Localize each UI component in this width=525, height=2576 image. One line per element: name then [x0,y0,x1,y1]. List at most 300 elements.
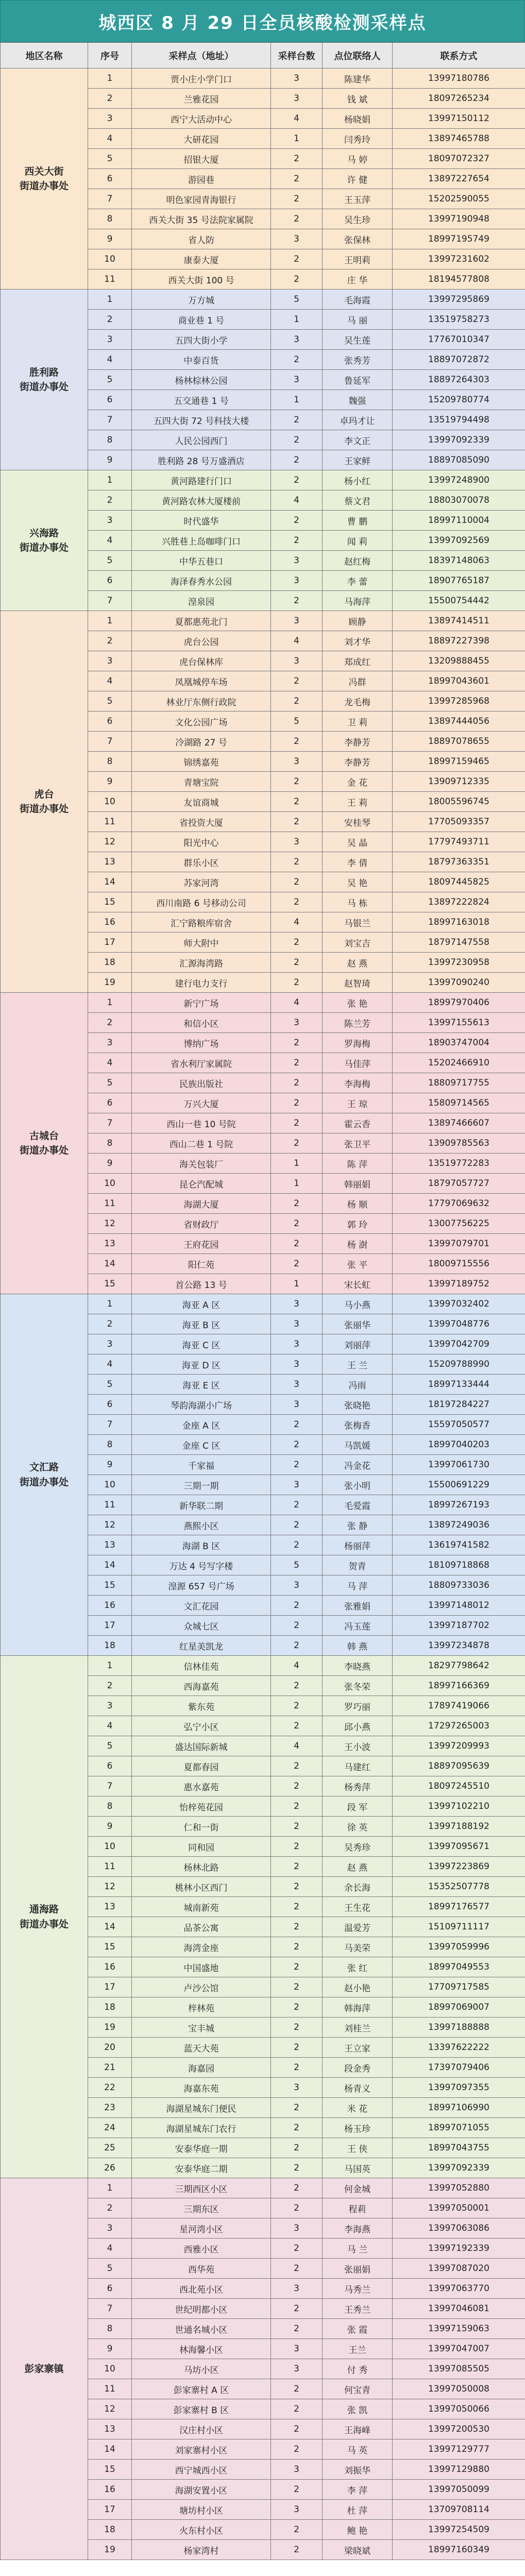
site-name: 省投资大厦 [132,812,271,832]
phone-number: 18997040203 [393,1435,525,1455]
site-name: 海亚 D 区 [132,1354,271,1375]
site-name: 汇宁路粮库宿舍 [132,912,271,933]
station-count: 4 [271,1736,323,1756]
phone-number: 17297265003 [393,1716,525,1736]
phone-number: 13997188192 [393,1817,525,1837]
station-count: 1 [271,1174,323,1194]
contact-person: 徐 英 [323,1817,393,1837]
site-name: 昆仑汽配城 [132,1174,271,1194]
site-name: 康泰大厦 [132,249,271,269]
row-index: 3 [88,1696,132,1716]
phone-number: 13997047007 [393,2339,525,2359]
row-index: 6 [88,1395,132,1415]
site-name: 三期西区小区 [132,2178,271,2198]
site-name: 文化公园广场 [132,711,271,732]
station-count: 2 [271,691,323,711]
site-name: 万达 4 号写字楼 [132,1555,271,1575]
site-name: 青塘宝院 [132,772,271,792]
site-name: 仁和一街 [132,1817,271,1837]
phone-number: 15209788990 [393,1354,525,1375]
contact-person: 何宝青 [323,2379,393,2399]
site-name: 师大附中 [132,933,271,953]
station-count: 2 [271,511,323,531]
station-count: 2 [271,953,323,973]
phone-number: 13997254509 [393,2520,525,2540]
row-index: 1 [88,611,132,631]
row-index: 16 [88,1957,132,1977]
row-index: 2 [88,1314,132,1334]
station-count: 3 [271,1294,323,1314]
phone-number: 13997102210 [393,1797,525,1817]
station-count: 2 [271,2038,323,2058]
station-count: 3 [271,1575,323,1596]
phone-number: 13997046081 [393,2299,525,2319]
contact-person: 张秀芳 [323,350,393,370]
station-count: 2 [271,1716,323,1736]
contact-person: 蔡文君 [323,490,393,511]
phone-number: 18097072327 [393,149,525,169]
phone-number: 13997223869 [393,1857,525,1877]
station-count: 2 [271,1455,323,1475]
contact-person: 顾静 [323,611,393,631]
phone-number: 18897078655 [393,732,525,752]
phone-number: 13997285968 [393,691,525,711]
site-name: 五四大街 72 号科技大楼 [132,410,271,430]
phone-number: 13897414511 [393,611,525,631]
site-name: 中国盛地 [132,1957,271,1977]
phone-number: 18097445825 [393,872,525,892]
contact-person: 杨 顺 [323,1194,393,1214]
site-name: 明色家园青海银行 [132,189,271,209]
header-district: 地区名称 [1,43,88,69]
contact-person: 张 艳 [323,993,393,1013]
station-count: 3 [271,611,323,631]
phone-number: 18997110004 [393,511,525,531]
row-index: 6 [88,169,132,189]
station-count: 2 [271,1937,323,1957]
row-index: 2 [88,89,132,109]
contact-person: 张丽娟 [323,2259,393,2279]
station-count: 2 [271,1535,323,1555]
contact-person: 李晓燕 [323,1656,393,1676]
phone-number: 13909712335 [393,772,525,792]
contact-person: 张 红 [323,1957,393,1977]
phone-number: 13897249036 [393,1515,525,1535]
row-index: 26 [88,2158,132,2178]
contact-person: 杨小红 [323,470,393,490]
contact-person: 卓玛才让 [323,410,393,430]
site-name: 文汇花园 [132,1596,271,1616]
row-index: 13 [88,852,132,872]
row-index: 7 [88,189,132,209]
phone-number: 18897085090 [393,450,525,470]
station-count: 1 [271,310,323,330]
station-count: 2 [271,1696,323,1716]
station-count: 2 [271,1415,323,1435]
row-index: 16 [88,2480,132,2500]
station-count: 2 [271,189,323,209]
contact-person: 陈 萍 [323,1154,393,1174]
district-name: 虎台 街道办事处 [1,611,88,993]
row-index: 21 [88,2058,132,2078]
row-index: 7 [88,1415,132,1435]
contact-person: 段 军 [323,1797,393,1817]
station-count: 2 [271,531,323,551]
contact-person: 曹 鹏 [323,511,393,531]
phone-number: 13997129777 [393,2439,525,2460]
site-name: 三期一期 [132,1475,271,1495]
row-index: 12 [88,2399,132,2419]
site-name: 琴韵海湖小广场 [132,1395,271,1415]
contact-person: 冯金花 [323,1455,393,1475]
contact-person: 杨青义 [323,2078,393,2098]
district-name: 西关大街 街道办事处 [1,69,88,290]
contact-person: 段金秀 [323,2058,393,2078]
phone-number: 13997032402 [393,1294,525,1314]
row-index: 15 [88,2460,132,2480]
contact-person: 贺青 [323,1555,393,1575]
phone-number: 13997079701 [393,1234,525,1254]
row-index: 10 [88,792,132,812]
site-name: 刘家寨村小区 [132,2439,271,2460]
station-count: 2 [271,2098,323,2118]
site-name: 冷湖路 27 号 [132,732,271,752]
phone-number: 13997150112 [393,109,525,129]
contact-person: 毛海霞 [323,290,393,310]
row-index: 7 [88,410,132,430]
contact-person: 王立家 [323,2038,393,2058]
phone-number: 18097265234 [393,89,525,109]
phone-number: 13997063086 [393,2218,525,2239]
station-count: 2 [271,169,323,189]
site-name: 民族出版社 [132,1073,271,1093]
site-name: 汉庄村小区 [132,2419,271,2439]
contact-person: 吴秀珍 [323,1837,393,1857]
station-count: 2 [271,2239,323,2259]
row-index: 3 [88,511,132,531]
site-name: 杨林棕林公园 [132,370,271,390]
contact-person: 刘宝吉 [323,933,393,953]
row-index: 14 [88,1917,132,1937]
phone-number: 15809714565 [393,1093,525,1113]
site-name: 汇源海湾路 [132,953,271,973]
row-index: 5 [88,370,132,390]
station-count: 2 [271,1897,323,1917]
station-count: 2 [271,2259,323,2279]
row-index: 4 [88,1053,132,1073]
phone-number: 13997090240 [393,973,525,993]
phone-number: 13997048776 [393,1314,525,1334]
contact-person: 王 琼 [323,1093,393,1113]
contact-person: 张雅娟 [323,1596,393,1616]
site-name: 惠水嘉苑 [132,1776,271,1797]
phone-number: 13997159063 [393,2319,525,2339]
row-index: 15 [88,1274,132,1294]
site-name: 新宁广场 [132,993,271,1013]
station-count: 2 [271,2138,323,2158]
row-index: 6 [88,1093,132,1113]
site-name: 商业巷 1 号 [132,310,271,330]
phone-number: 18194577808 [393,269,525,290]
contact-person: 马秀兰 [323,2279,393,2299]
phone-number: 13897444056 [393,711,525,732]
station-count: 2 [271,1033,323,1053]
row-index: 3 [88,1033,132,1053]
contact-person: 马小燕 [323,1294,393,1314]
site-name: 游园巷 [132,169,271,189]
contact-person: 王 莉 [323,792,393,812]
row-index: 18 [88,1997,132,2018]
site-name: 中华五巷口 [132,551,271,571]
phone-number: 13997085505 [393,2359,525,2379]
contact-person: 杨晓娟 [323,109,393,129]
station-count: 2 [271,1616,323,1636]
row-index: 14 [88,1555,132,1575]
station-count: 4 [271,631,323,651]
site-name: 西关大街 100 号 [132,269,271,290]
table-row [1,2178,525,2198]
contact-person: 王兰 [323,2339,393,2359]
contact-person: 王秀兰 [323,2299,393,2319]
phone-number: 13897227654 [393,169,525,189]
row-index: 8 [88,430,132,450]
contact-person: 韩海萍 [323,1997,393,2018]
site-name: 彭家寨村 B 区 [132,2399,271,2419]
row-index: 3 [88,651,132,671]
site-name: 海湖星城东门便民 [132,2098,271,2118]
site-name: 世通名城小区 [132,2319,271,2339]
contact-person: 刘丽萍 [323,1334,393,1354]
phone-number: 18997195749 [393,229,525,249]
station-count: 2 [271,1676,323,1696]
site-name: 燕熙小区 [132,1515,271,1535]
contact-person: 张冬荣 [323,1676,393,1696]
station-count: 2 [271,1997,323,2018]
station-count: 2 [271,1877,323,1897]
contact-person: 张晓艳 [323,1395,393,1415]
site-name: 海泽春秀水公园 [132,571,271,591]
site-name: 海亚 A 区 [132,1294,271,1314]
row-index: 20 [88,2038,132,2058]
phone-number: 13997050008 [393,2379,525,2399]
table-body [1,69,525,2560]
phone-number: 18809733036 [393,1575,525,1596]
station-count: 3 [271,2218,323,2239]
contact-person: 罗巧丽 [323,1696,393,1716]
site-name: 金座 A 区 [132,1415,271,1435]
phone-number: 17397079406 [393,2058,525,2078]
phone-number: 18897095639 [393,1756,525,1776]
station-count: 2 [271,812,323,832]
station-count: 2 [271,792,323,812]
phone-number: 18297798642 [393,1656,525,1676]
phone-number: 18997106990 [393,2098,525,2118]
site-name: 时代盛华 [132,511,271,531]
phone-number: 15500754442 [393,591,525,611]
station-count: 2 [271,973,323,993]
station-count: 2 [271,1756,323,1776]
site-name: 黄河路建行门口 [132,470,271,490]
station-count: 2 [271,350,323,370]
site-name: 五交通巷 1 号 [132,390,271,410]
header-contact-person: 点位联络人 [323,43,393,69]
row-index: 8 [88,752,132,772]
row-index: 3 [88,1334,132,1354]
site-name: 海亚 B 区 [132,1314,271,1334]
phone-number: 15209780774 [393,390,525,410]
contact-person: 吴 晶 [323,832,393,852]
row-index: 8 [88,2319,132,2339]
contact-person: 闫秀玲 [323,129,393,149]
contact-person: 钱 斌 [323,89,393,109]
table-row [1,611,525,631]
contact-person: 张卫平 [323,1133,393,1154]
row-index: 12 [88,1214,132,1234]
phone-number: 18997166369 [393,1676,525,1696]
station-count: 2 [271,1596,323,1616]
row-index: 14 [88,1254,132,1274]
row-index: 12 [88,832,132,852]
site-name: 西川南路 6 号移动公司 [132,892,271,912]
station-count: 2 [271,2299,323,2319]
district-name: 胜利路 街道办事处 [1,290,88,470]
row-index: 6 [88,711,132,732]
contact-person: 张 凯 [323,2399,393,2419]
row-index: 7 [88,591,132,611]
phone-number: 18197284227 [393,1395,525,1415]
contact-person: 鲍 艳 [323,2520,393,2540]
station-count: 5 [271,711,323,732]
contact-person: 李 萍 [323,2480,393,2500]
station-count: 4 [271,912,323,933]
site-name: 西山一巷 10 号院 [132,1113,271,1133]
row-index: 4 [88,1354,132,1375]
station-count: 1 [271,390,323,410]
phone-number: 13997092569 [393,531,525,551]
row-index: 8 [88,1797,132,1817]
station-count: 2 [271,1113,323,1133]
row-index: 9 [88,1154,132,1174]
station-count: 2 [271,772,323,792]
phone-number: 17709717585 [393,1977,525,1997]
row-index: 18 [88,953,132,973]
station-count: 2 [271,1817,323,1837]
site-name: 锦绣嘉苑 [132,752,271,772]
site-name: 海嘉园 [132,2058,271,2078]
station-count: 2 [271,852,323,872]
contact-person: 程莉 [323,2198,393,2218]
phone-number: 18109718868 [393,1555,525,1575]
row-index: 4 [88,671,132,691]
station-count: 3 [271,752,323,772]
site-name: 兰雅花园 [132,89,271,109]
contact-person: 王生花 [323,1897,393,1917]
site-name: 西宁大活动中心 [132,109,271,129]
phone-number: 15597050577 [393,1415,525,1435]
site-name: 西雅小区 [132,2239,271,2259]
contact-person: 闻 莉 [323,531,393,551]
site-name: 海湖安置小区 [132,2480,271,2500]
row-index: 18 [88,1636,132,1656]
row-index: 7 [88,2299,132,2319]
row-index: 5 [88,1375,132,1395]
site-name: 海关包装厂 [132,1154,271,1174]
phone-number: 13997200530 [393,2419,525,2439]
station-count: 1 [271,1154,323,1174]
row-index: 19 [88,2540,132,2560]
phone-number: 13997209993 [393,1736,525,1756]
station-count: 3 [271,2078,323,2098]
phone-number: 13997087020 [393,2259,525,2279]
row-index: 9 [88,450,132,470]
phone-number: 18907765187 [393,571,525,591]
station-count: 2 [271,1194,323,1214]
row-index: 7 [88,1113,132,1133]
station-count: 2 [271,2178,323,2198]
contact-person: 张 霞 [323,2319,393,2339]
row-index: 25 [88,2138,132,2158]
district-name: 文汇路 街道办事处 [1,1294,88,1656]
contact-person: 赵 燕 [323,953,393,973]
phone-number: 13519758273 [393,310,525,330]
phone-number: 18097245510 [393,1776,525,1797]
row-index: 3 [88,330,132,350]
contact-person: 刘振华 [323,2460,393,2480]
phone-number: 18997267193 [393,1495,525,1515]
contact-person: 李静芳 [323,732,393,752]
contact-person: 刘桂兰 [323,2018,393,2038]
phone-number: 18997049553 [393,1957,525,1977]
station-count: 2 [271,2540,323,2560]
phone-number: 13007756225 [393,1214,525,1234]
station-count: 2 [271,1234,323,1254]
contact-person: 李海燕 [323,2218,393,2239]
district-name: 通海路 街道办事处 [1,1656,88,2178]
phone-number: 18803070078 [393,490,525,511]
contact-person: 马银兰 [323,912,393,933]
row-index: 1 [88,290,132,310]
phone-number: 13997063770 [393,2279,525,2299]
contact-person: 李 蕾 [323,571,393,591]
contact-person: 米 花 [323,2098,393,2118]
contact-person: 马佳萍 [323,1053,393,1073]
row-index: 9 [88,1455,132,1475]
site-name: 群乐小区 [132,852,271,872]
site-name: 海亚 C 区 [132,1334,271,1354]
row-index: 4 [88,2239,132,2259]
row-index: 9 [88,1817,132,1837]
phone-number: 15109711117 [393,1917,525,1937]
contact-person: 付 秀 [323,2359,393,2379]
row-index: 8 [88,1133,132,1154]
station-count: 2 [271,1214,323,1234]
row-index: 17 [88,2500,132,2520]
site-name: 黄河路农林大厦楼前 [132,490,271,511]
site-name: 林海馨小区 [132,2339,271,2359]
header-index: 序号 [88,43,132,69]
phone-number: 13519794498 [393,410,525,430]
phone-number: 13997042709 [393,1334,525,1354]
station-count: 3 [271,69,323,89]
row-index: 22 [88,2078,132,2098]
site-name: 西山二巷 1 号院 [132,1133,271,1154]
site-name: 虎台保林库 [132,651,271,671]
site-name: 贾小庄小学门口 [132,69,271,89]
contact-person: 马美荣 [323,1937,393,1957]
site-name: 招银大厦 [132,149,271,169]
contact-person: 鲁延军 [323,370,393,390]
phone-number: 13997148012 [393,1596,525,1616]
